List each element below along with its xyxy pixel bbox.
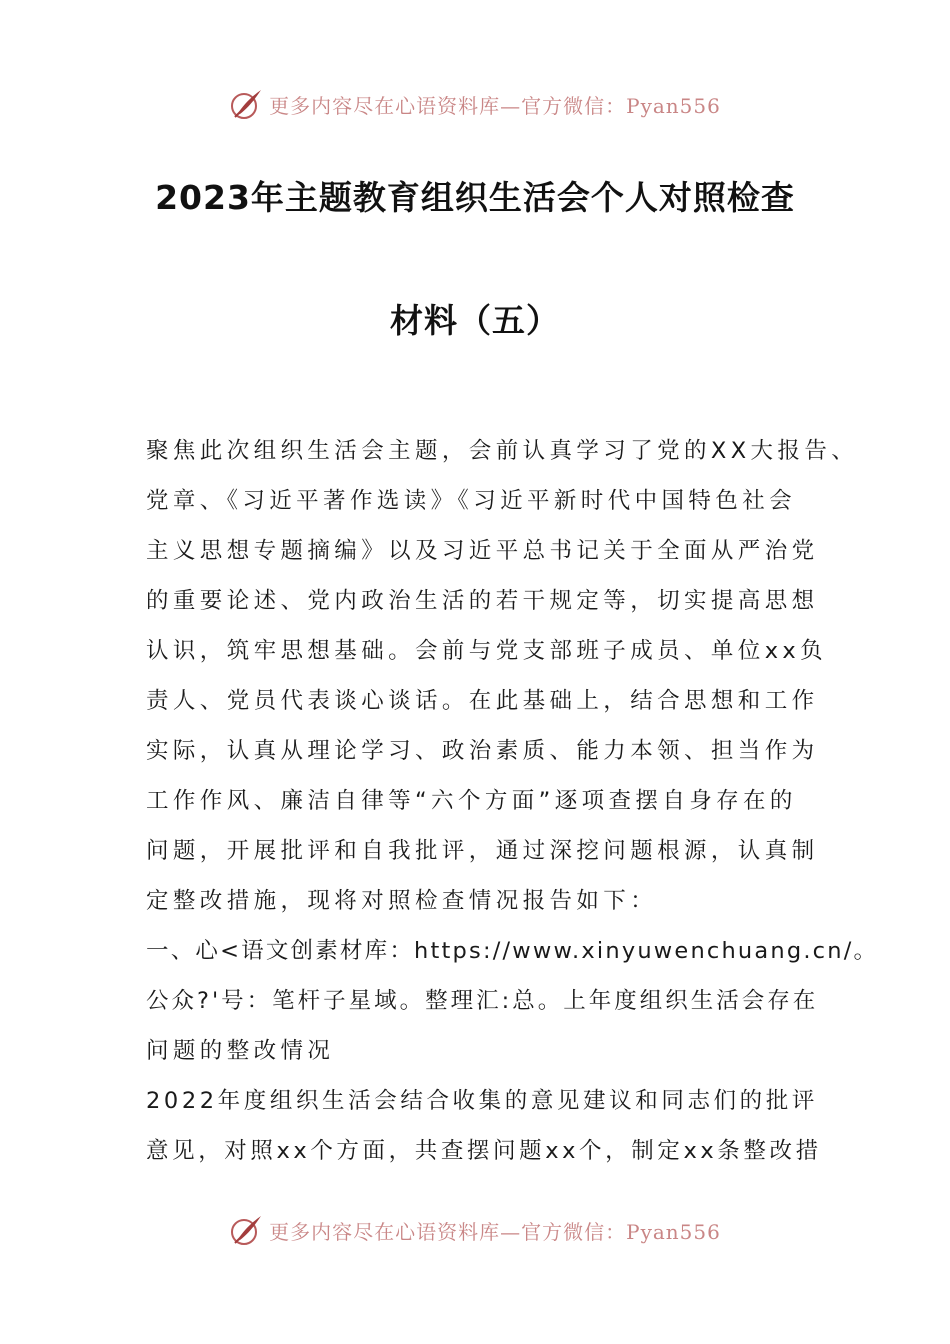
body-line: 问题的整改情况 bbox=[146, 1038, 335, 1064]
document-title-line-2: 材料（五） bbox=[390, 301, 560, 340]
quill-logo-icon bbox=[229, 87, 263, 121]
footer-watermark bbox=[0, 1210, 950, 1250]
body-line: 实际，认真从理论学习、政治素质、能力本领、担当作为 bbox=[146, 738, 819, 764]
document-body bbox=[146, 426, 879, 1176]
body-line: 责人、党员代表谈心谈话。在此基础上，结合思想和工作 bbox=[146, 688, 819, 714]
body-line: 主义思想专题摘编》以及习近平总书记关于全面从严治党 bbox=[146, 538, 819, 564]
quill-logo-icon bbox=[229, 1213, 263, 1247]
watermark-text: 更多内容尽在心语资料库—官方微信：Pyan556 bbox=[269, 1219, 721, 1244]
header-watermark bbox=[0, 84, 950, 124]
body-line: 公众?'号：笔杆子星域。整理汇:总。上年度组织生活会存在 bbox=[146, 988, 819, 1014]
body-line: 问题，开展批评和自我批评，通过深挖问题根源，认真制 bbox=[146, 838, 819, 864]
body-line: 意见，对照xx个方面，共查摆问题xx个，制定xx条整改措 bbox=[146, 1138, 822, 1164]
body-line: 工作作风、廉洁自律等“六个方面”逐项查摆自身存在的 bbox=[146, 788, 797, 814]
body-line: 的重要论述、党内政治生活的若干规定等，切实提高思想 bbox=[146, 588, 819, 614]
watermark-text: 更多内容尽在心语资料库—官方微信：Pyan556 bbox=[269, 93, 721, 118]
document-title-line-1: 2023年主题教育组织生活会个人对照检查 bbox=[155, 178, 795, 217]
body-line: 定整改措施，现将对照检查情况报告如下： bbox=[146, 888, 658, 914]
body-line: 一、心<语文创素材库：https://www.xinyuwenchuang.cn/。 bbox=[146, 938, 879, 964]
body-line: 认识，筑牢思想基础。会前与党支部班子成员、单位xx负 bbox=[146, 638, 828, 664]
body-line: 聚焦此次组织生活会主题，会前认真学习了党的XX大报告、 bbox=[146, 438, 859, 464]
body-line: 2022年度组织生活会结合收集的意见建议和同志们的批评 bbox=[146, 1088, 818, 1114]
body-line: 党章、《习近平著作选读》《习近平新时代中国特色社会 bbox=[146, 488, 797, 514]
